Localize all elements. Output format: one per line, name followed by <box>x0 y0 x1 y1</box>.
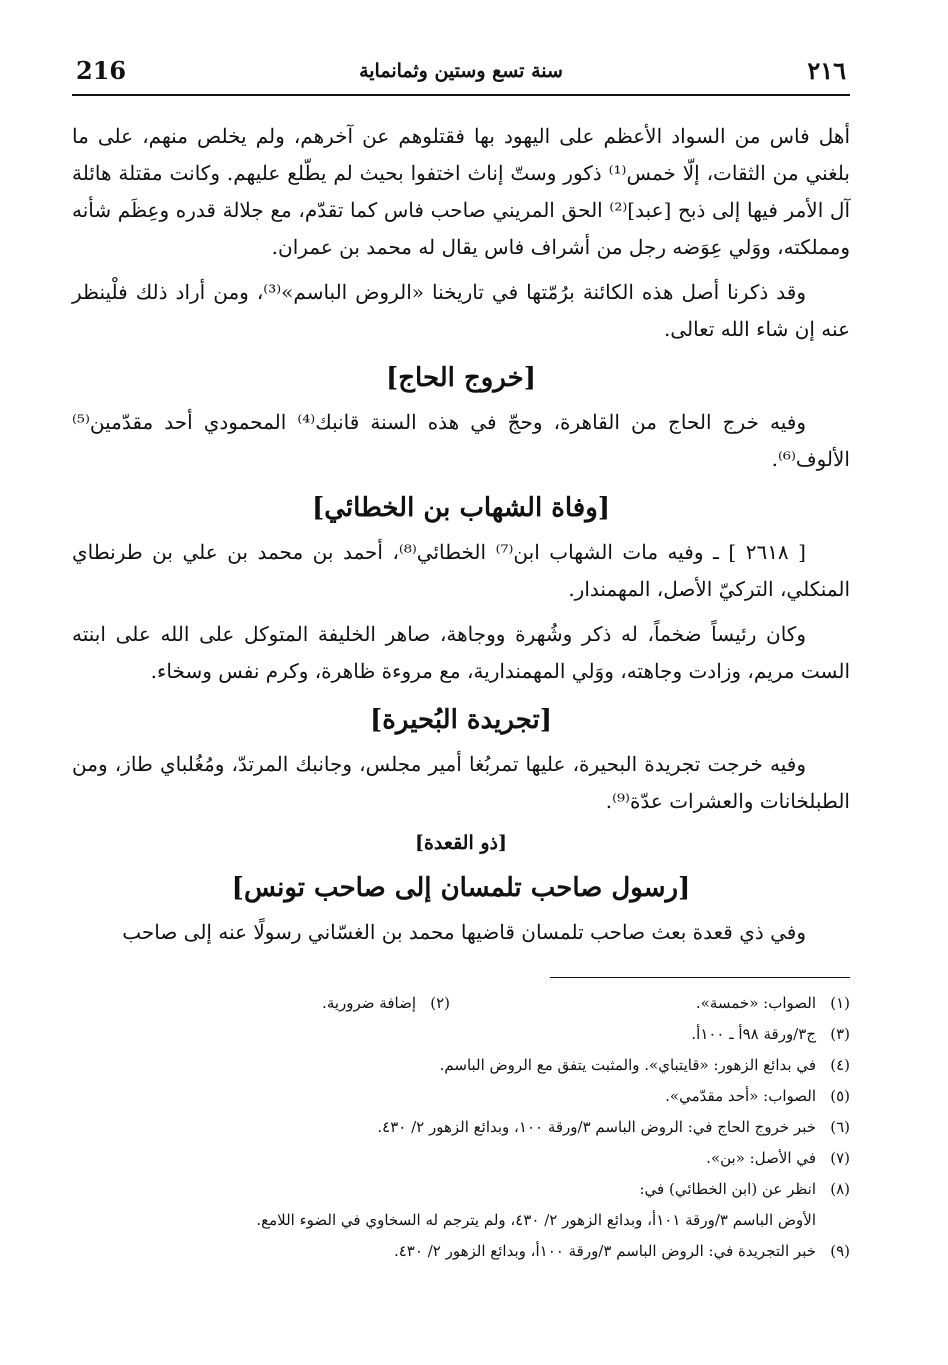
footnote-row <box>72 988 850 1019</box>
paragraph-rawd-reference: وقد ذكرنا أصل هذه الكائنة برُمّتها في تاريخنا «الروض الباسم»⁽³⁾، ومن أراد ذلك فلْينظر عنه إن شاء الله تعالى. <box>72 280 850 341</box>
section-heading-death-shihab: [وفاة الشهاب بن الخطائي] <box>311 493 611 523</box>
section-text-pilgrimage: وفيه خرج الحاج من القاهرة، وحجّ في هذه السنة قانبك⁽⁴⁾ المحمودي أحد مقدّمين⁽⁵⁾ الألوف⁽⁶⁾. <box>72 410 850 471</box>
footnote-text: خبر التجريدة في: الروض الباسم ٣/ورقة ١٠٠أ، وبدائع الزهور ٢/ ٤٣٠. <box>393 1242 816 1260</box>
footnote-item <box>322 988 450 1019</box>
section-heading-tlemcen-envoy: [رسول صاحب تلمسان إلى صاحب تونس] <box>231 873 691 903</box>
footnote-text: خبر خروج الحاج في: الروض الباسم ٣/ورقة ١٠٠، وبدائع الزهور ٢/ ٤٣٠. <box>377 1118 816 1136</box>
footnote-item <box>72 1019 850 1050</box>
footnote-item <box>72 1081 850 1112</box>
footnote-item <box>72 1236 850 1267</box>
footnote-number: (٢) <box>430 994 450 1012</box>
page-number-latin: 216 <box>76 56 127 85</box>
footnote-item <box>450 988 850 1019</box>
footnote-text: إضافة ضرورية. <box>322 994 416 1012</box>
page-number-arabic: ٢١٦ <box>807 56 846 85</box>
footnote-continuation: الأوض الباسم ٣/ورقة ١٠١أ، وبدائع الزهور ٢/ ٤٣٠، ولم يترجم له السخاوي في الضوء اللامع. <box>256 1211 816 1229</box>
footnote-text: ج٣/ورقة ٩٨أ ـ ١٠٠أ. <box>691 1025 816 1043</box>
footnote-text: في الأصل: «بن». <box>706 1149 816 1167</box>
footnotes <box>72 988 850 1267</box>
footnote-text: الصواب: «خمسة». <box>695 994 816 1012</box>
footnote-item <box>72 1112 850 1143</box>
section-heading-buhayra-expedition: [تجريدة البُحيرة] <box>369 705 553 735</box>
footnote-separator <box>550 977 850 978</box>
section-text-tlemcen-envoy: وفي ذي قعدة بعث صاحب تلمسان قاضيها محمد بن الغسّاني رسولًا عنه إلى صاحب <box>122 920 806 944</box>
month-heading: [ذو القعدة] <box>414 832 507 854</box>
footnote-number: (٩) <box>830 1242 850 1260</box>
footnote-number: (٨) <box>830 1180 850 1198</box>
section-text-death-shihab-2: وكان رئيساً ضخماً، له ذكر وشُهرة ووجاهة، صاهر الخليفة المتوكل على الله على ابنته الست مريم، وزادت وجاهته، ووَلي المهمندارية، مع مروءة ظاهرة، وكرم نفس وسخاء. <box>72 622 850 683</box>
footnote-item <box>72 1174 850 1205</box>
footnote-item <box>72 1050 850 1081</box>
footnote-number: (٣) <box>830 1025 850 1043</box>
footnote-text: الصواب: «أحد مقدّمي». <box>665 1087 816 1105</box>
page-header <box>72 50 850 96</box>
section-heading-pilgrimage: [خروج الحاج] <box>385 363 537 393</box>
footnote-number: (٧) <box>830 1149 850 1167</box>
paragraph-fes-massacre: أهل فاس من السواد الأعظم على اليهود بها فقتلوهم عن آخرهم، ولم يخلص منهم، على ما بلغني من الثقات، إلّا خمس⁽¹⁾ ذكور وستّ إناث اختفوا بحيث لم يطّلع عليهم. وكانت مقتلة هائلة آل الأمر فيها إلى ذبح [عبد]⁽²⁾ الحق المريني صاحب فاس كما تقدّم، مع جلالة قدره وعِظَم شأنه ومملكته، ووَلي عِوَضه رجل من أشراف فاس يقال له محمد بن عمران. <box>72 124 850 259</box>
running-title: سنة تسع وستين وثمانماية <box>359 60 563 82</box>
footnote-number: (٤) <box>830 1056 850 1074</box>
footnote-number: (٥) <box>830 1087 850 1105</box>
book-page <box>72 50 850 1267</box>
footnote-item <box>72 1143 850 1174</box>
footnote-text: في بدائع الزهور: «قايتباي». والمثبت يتفق مع الروض الباسم. <box>439 1056 816 1074</box>
footnote-number: (٦) <box>830 1118 850 1136</box>
section-text-buhayra-expedition: وفيه خرجت تجريدة البحيرة، عليها تمربُغا أمير مجلس، وجانبك المرتدّ، ومُغُلباي طاز، ومن الطبلخانات والعشرات عدّة⁽⁹⁾. <box>72 752 850 813</box>
footnote-number: (١) <box>830 994 850 1012</box>
section-text-death-shihab: [ ٢٦١٨ ] ـ وفيه مات الشهاب ابن⁽⁷⁾ الخطائي⁽⁸⁾، أحمد بن محمد بن علي بن طرنطاي المنكلي، التركيّ الأصل، المهمندار. <box>72 540 850 601</box>
footnote-text: انظر عن (ابن الخطائي) في: <box>639 1180 816 1198</box>
